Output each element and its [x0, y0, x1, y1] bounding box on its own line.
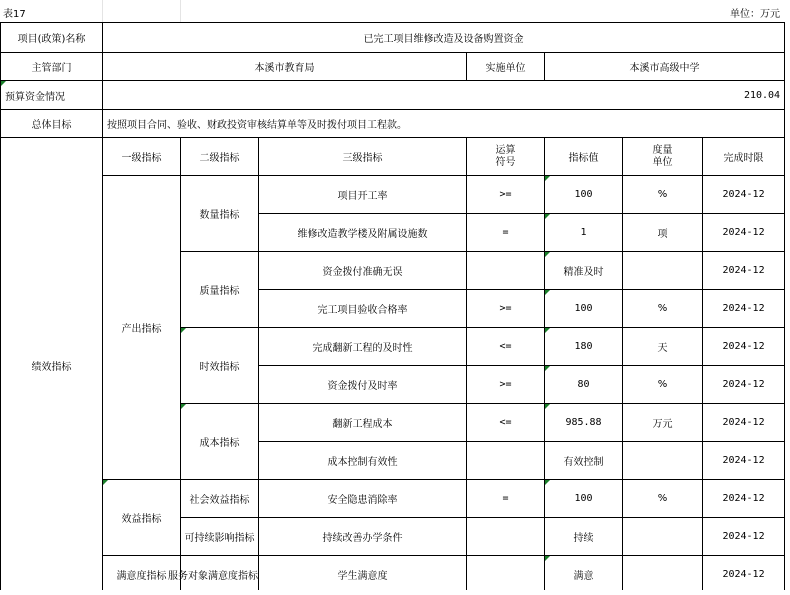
- indicator-operator[interactable]: >=: [467, 290, 545, 328]
- level1-benefit: 效益指标: [103, 480, 181, 556]
- header-level2: 二级指标: [181, 138, 259, 176]
- indicator-operator[interactable]: [467, 442, 545, 480]
- indicator-value[interactable]: 985.88: [545, 404, 623, 442]
- project-name-value[interactable]: 已完工项目维修改造及设备购置资金: [103, 23, 785, 53]
- budget-label: 预算资金情况: [1, 81, 103, 110]
- sheet-header-bar: [0, 0, 790, 22]
- level2-quantity: 数量指标: [181, 176, 259, 252]
- indicator-unit[interactable]: [623, 556, 703, 594]
- department-row: [1, 53, 785, 81]
- department-label: 主管部门: [1, 53, 103, 81]
- level2-timeliness: 时效指标: [181, 328, 259, 404]
- indicator-value[interactable]: 有效控制: [545, 442, 623, 480]
- indicator-unit[interactable]: %: [623, 290, 703, 328]
- header-deadline: 完成时限: [703, 138, 785, 176]
- header-level3: 三级指标: [259, 138, 467, 176]
- project-name-label: 项目(政策)名称: [1, 23, 103, 53]
- grid-divider: [180, 0, 181, 22]
- indicator-unit[interactable]: 项: [623, 214, 703, 252]
- indicator-unit[interactable]: %: [623, 480, 703, 518]
- indicator-deadline[interactable]: 2024-12: [703, 518, 785, 556]
- indicator-operator[interactable]: >=: [467, 366, 545, 404]
- viewport-clip: [0, 590, 790, 595]
- indicator-value[interactable]: 满意: [545, 556, 623, 594]
- indicator-deadline[interactable]: 2024-12: [703, 176, 785, 214]
- table-row: [1, 176, 785, 214]
- indicator-deadline[interactable]: 2024-12: [703, 404, 785, 442]
- grid-divider: [102, 0, 103, 22]
- indicator-deadline[interactable]: 2024-12: [703, 480, 785, 518]
- implementer-label: 实施单位: [467, 53, 545, 81]
- indicator-deadline[interactable]: 2024-12: [703, 252, 785, 290]
- level2-social: 社会效益指标: [181, 480, 259, 518]
- indicator-operator[interactable]: <=: [467, 404, 545, 442]
- level2-cost: 成本指标: [181, 404, 259, 480]
- header-level1: 一级指标: [103, 138, 181, 176]
- indicator-operator[interactable]: [467, 518, 545, 556]
- indicator-name[interactable]: 翻新工程成本: [259, 404, 467, 442]
- indicator-value[interactable]: 精准及时: [545, 252, 623, 290]
- indicator-operator[interactable]: >=: [467, 176, 545, 214]
- overall-goal-label: 总体目标: [1, 110, 103, 138]
- indicator-unit[interactable]: [623, 252, 703, 290]
- indicator-name[interactable]: 资金拨付准确无误: [259, 252, 467, 290]
- overall-goal-value[interactable]: 按照项目合同、验收、财政投资审核结算单等及时拨付项目工程款。: [103, 110, 785, 138]
- indicator-operator[interactable]: [467, 556, 545, 594]
- level2-quality: 质量指标: [181, 252, 259, 328]
- level1-satisfaction: 满意度指标: [103, 556, 181, 594]
- indicator-unit[interactable]: 天: [623, 328, 703, 366]
- indicator-name[interactable]: 资金拨付及时率: [259, 366, 467, 404]
- indicator-unit[interactable]: %: [623, 176, 703, 214]
- indicator-name[interactable]: 成本控制有效性: [259, 442, 467, 480]
- indicator-name[interactable]: 完工项目验收合格率: [259, 290, 467, 328]
- indicator-operator[interactable]: [467, 252, 545, 290]
- indicator-value[interactable]: 100: [545, 176, 623, 214]
- indicator-deadline[interactable]: 2024-12: [703, 556, 785, 594]
- budget-row: [1, 81, 785, 110]
- indicator-operator[interactable]: =: [467, 480, 545, 518]
- table-number: 表17: [3, 9, 26, 20]
- indicator-unit[interactable]: [623, 442, 703, 480]
- indicator-deadline[interactable]: 2024-12: [703, 290, 785, 328]
- indicator-name[interactable]: 维修改造教学楼及附属设施数: [259, 214, 467, 252]
- indicator-name[interactable]: 安全隐患消除率: [259, 480, 467, 518]
- header-target-value: 指标值: [545, 138, 623, 176]
- table-row: [1, 480, 785, 518]
- level1-output: 产出指标: [103, 176, 181, 480]
- header-unit: 度量单位: [623, 138, 703, 176]
- level2-service-satisfaction: 服务对象满意度指标: [181, 556, 259, 594]
- indicator-unit[interactable]: 万元: [623, 404, 703, 442]
- indicator-header-row: [1, 138, 785, 176]
- budget-value[interactable]: 210.04: [103, 81, 785, 110]
- indicator-value[interactable]: 80: [545, 366, 623, 404]
- header-operator: 运算符号: [467, 138, 545, 176]
- indicator-operator[interactable]: =: [467, 214, 545, 252]
- indicator-deadline[interactable]: 2024-12: [703, 214, 785, 252]
- indicator-deadline[interactable]: 2024-12: [703, 328, 785, 366]
- indicator-name[interactable]: 完成翻新工程的及时性: [259, 328, 467, 366]
- project-name-row: [1, 23, 785, 53]
- performance-target-table: [0, 22, 785, 594]
- department-value[interactable]: 本溪市教育局: [103, 53, 467, 81]
- indicator-deadline[interactable]: 2024-12: [703, 366, 785, 404]
- indicator-operator[interactable]: <=: [467, 328, 545, 366]
- indicator-value[interactable]: 180: [545, 328, 623, 366]
- indicator-unit[interactable]: %: [623, 366, 703, 404]
- table-row: [1, 556, 785, 594]
- indicator-name[interactable]: 学生满意度: [259, 556, 467, 594]
- performance-indicator-label: 绩效指标: [1, 138, 103, 594]
- implementer-value[interactable]: 本溪市高级中学: [545, 53, 785, 81]
- indicator-name[interactable]: 项目开工率: [259, 176, 467, 214]
- indicator-value[interactable]: 1: [545, 214, 623, 252]
- indicator-deadline[interactable]: 2024-12: [703, 442, 785, 480]
- overall-goal-row: [1, 110, 785, 138]
- indicator-unit[interactable]: [623, 518, 703, 556]
- indicator-value[interactable]: 持续: [545, 518, 623, 556]
- indicator-value[interactable]: 100: [545, 290, 623, 328]
- indicator-name[interactable]: 持续改善办学条件: [259, 518, 467, 556]
- indicator-value[interactable]: 100: [545, 480, 623, 518]
- level2-sustainability: 可持续影响指标: [181, 518, 259, 556]
- unit-label: 单位：万元: [730, 9, 780, 20]
